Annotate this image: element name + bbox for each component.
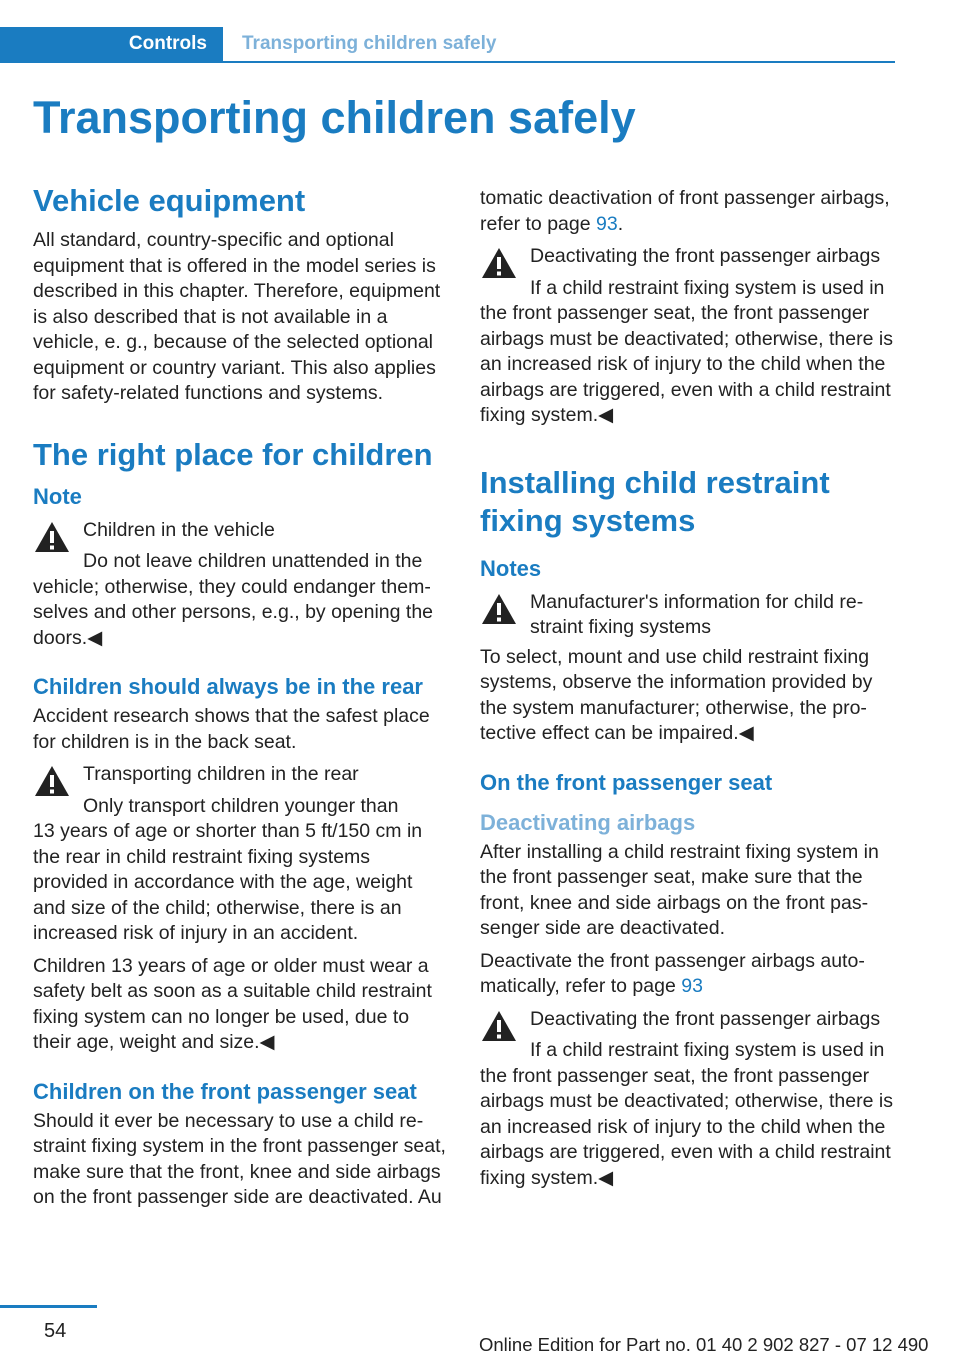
warning-deactivating-airbags-2 — [480, 1007, 896, 1192]
right-column — [480, 186, 896, 1198]
continued-text-body: tomatic deactivation of front passenger airbags, refer to page — [480, 187, 890, 235]
warning-first-line: If a child restraint fixing system is used in — [530, 1039, 885, 1061]
page-number: 54 — [44, 1320, 67, 1342]
warning-first-line: Do not leave children unattended in the — [83, 550, 423, 572]
warning-triangle-icon — [33, 520, 71, 554]
heading-installing: Installing child restraint fixing systems — [480, 464, 830, 538]
older-children-text: Children 13 years of age or older must wear a safety belt as soon as a suitable child restraint fixing system can no longer be used, due to their age, weight and size.◀ — [33, 954, 432, 1053]
continued-text-end: . — [617, 212, 624, 235]
warning-transport-rear — [33, 762, 449, 947]
warning-manufacturer-info — [480, 590, 896, 747]
chapter-tab[interactable] — [0, 27, 223, 61]
warning-title: Deactivating the front passenger airbags — [530, 1007, 881, 1030]
warning-triangle-icon — [480, 1009, 518, 1043]
deactivating-text: After installing a child restraint fixing system in the front passenger seat, make sure that the front, knee and side airbags on the front passenger side are deactivated. — [480, 840, 879, 939]
left-column — [33, 182, 449, 1218]
heading-right-place: The right place for children — [33, 436, 433, 472]
page-title: Transporting children safely — [33, 92, 636, 143]
heading-deactivating-airbags: Deactivating airbags — [480, 809, 696, 835]
edition-text: Online Edition for Part no. 01 40 2 902 827 - 07 12 490 — [479, 1334, 929, 1355]
warning-body: the front passenger seat, the front passenger airbags must be deactivated; otherwise, there is an increased risk of injury to the child when the airbags are triggered, even with a child restraint fixing system.◀ — [480, 1064, 893, 1189]
page-header — [0, 27, 895, 63]
warning-first-line: Only transport children younger than — [83, 794, 399, 817]
front-passenger-text: Should it ever be necessary to use a child restraint fixing system in the front passenger seat, make sure that the front, knee and side airbags on the front passenger side are deactivated. Au — [33, 1109, 446, 1208]
heading-note: Note — [33, 483, 82, 509]
rear-text: Accident research shows that the safest place for children is in the back seat. — [33, 705, 430, 753]
vehicle-equipment-text: All standard, country-specific and optional equipment that is offered in the model series is described in this chapter. Therefore, equipment is also described that is not available in a vehicle, e. g., because of the selected optional equipment or country variant. This also applies for safety-related functions and systems. — [33, 229, 441, 404]
page-link[interactable]: 93 — [596, 212, 618, 235]
footer-rule — [0, 1305, 97, 1308]
warning-body: To select, mount and use child restraint fixing systems, observe the information provided by the system manufacturer; otherwise, the protective effect can be impaired.◀ — [480, 645, 873, 744]
warning-title: Manufacturer's information for child restraint fixing systems — [530, 590, 864, 638]
heading-vehicle-equipment: Vehicle equipment — [33, 183, 306, 218]
heading-front-seat: On the front passenger seat — [480, 769, 773, 795]
warning-title: Deactivating the front passenger airbags — [530, 245, 881, 267]
deactivate-auto-body: Deactivate the front passenger airbags automatically, refer to page — [480, 949, 865, 997]
continued-text — [480, 186, 896, 237]
warning-body: vehicle; otherwise, they could endanger themselves and other persons, e.g., by opening the doors.◀ — [33, 575, 434, 649]
heading-front-passenger: Children on the front passenger seat — [33, 1078, 417, 1104]
heading-notes: Notes — [480, 555, 542, 581]
page-link[interactable]: 93 — [681, 975, 703, 997]
section-label[interactable]: Transporting children safely — [242, 33, 497, 54]
warning-body: the front passenger seat, the front passenger airbags must be deactivated; otherwise, there is an increased risk of injury to the child when the airbags are triggered, even with a child restraint fixing system.◀ — [480, 302, 893, 426]
warning-deactivating-airbags — [480, 244, 896, 429]
warning-triangle-icon — [33, 764, 71, 798]
warning-title: Children in the vehicle — [83, 518, 275, 541]
deactivate-auto-text — [480, 949, 896, 1000]
warning-first-line: If a child restraint fixing system is used in — [530, 276, 885, 299]
heading-children-rear: Children should always be in the rear — [33, 674, 423, 699]
warning-triangle-icon — [480, 246, 518, 280]
warning-triangle-icon — [480, 592, 518, 626]
warning-children-in-vehicle — [33, 518, 449, 652]
chapter-label: Controls — [128, 33, 207, 54]
warning-title: Transporting children in the rear — [83, 763, 359, 785]
warning-body: 13 years of age or shorter than 5 ft/150 cm in the rear in child restraint fixing systems provided in accordance with the age, weight and size of the child; otherwise, there is an increased risk of injury in an accident. — [33, 820, 423, 944]
